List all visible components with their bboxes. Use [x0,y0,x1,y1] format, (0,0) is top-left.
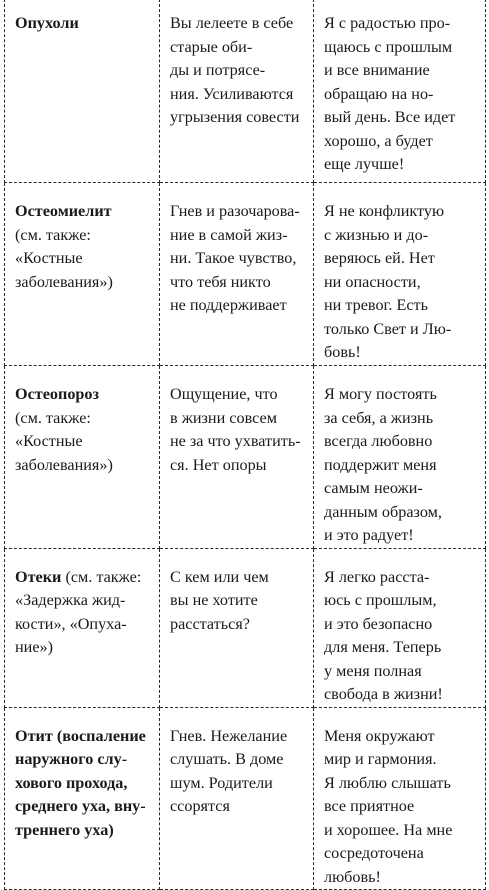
table-row [5,183,486,366]
condition-line: «Костные [15,432,83,450]
cause-line: расстаться? [170,614,250,633]
cause-line: Гнев и разочарова- [170,202,300,220]
affirmation-line: Я с радостью про- [324,14,451,32]
condition-title: Остеомиелит [15,202,112,220]
cause-line: ды и потрясе- [170,61,266,79]
table-row [5,707,486,890]
cause-line: ния. Усиливаются [170,84,294,103]
cause-line: Гнев. Нежелание [170,726,288,745]
affirmation-line: за себя, а жизнь [324,408,434,427]
condition-line: Отит (воспаление [15,726,146,745]
condition-line: (см. также: [15,225,91,244]
affirmation-line: обращаю на но- [324,84,434,103]
affirmation-line: ни тревог. Есть [324,296,428,314]
affirmation-line: Я люблю слышать [324,773,451,792]
condition-line: «Задержка жид- [15,591,126,609]
cause-line: ссорятся [170,797,230,815]
condition-cell [5,183,160,366]
affirmation-line: и это радует! [324,526,414,544]
condition-title: Остеопороз [15,385,100,403]
condition-line: ние») [15,638,53,656]
cause-line: ся. Нет опоры [170,455,267,474]
affirmation-line: для меня. Теперь [324,638,442,656]
affirmation-line: поддержит меня [324,455,437,474]
affirmation-line: мир и гармония. [324,750,437,768]
condition-title-rest: (см. также: [61,567,142,586]
cause-line: не за что ухватить- [170,432,301,450]
condition-cell [5,0,160,183]
affirmation-line: вый день. Все идет [324,108,456,126]
affirmation-line: хорошо, а будет [324,131,433,150]
condition-cell [5,366,160,549]
condition-line: среднего уха, вну- [15,797,146,815]
cause-line: Ощущение, что [170,385,278,403]
affirmation-line: веряюсь ей. Нет [324,249,435,267]
affirmation-line: ни опасности, [324,272,421,291]
affirmation-line: всегда любовно [324,432,433,450]
cause-line: С кем или чем [170,567,269,586]
table-row [5,0,486,183]
cause-cell [160,548,314,707]
cause-line: не поддерживает [170,296,287,314]
condition-cell [5,548,160,707]
affirmation-line: Я не конфликтую [324,202,445,220]
affirmation-line: Меня окружают [324,726,435,745]
affirmation-line: еще лучше! [324,155,405,173]
affirmation-cell [314,183,486,366]
cause-line: шум. Родители [170,773,273,792]
condition-title: Опухоли [15,14,79,32]
affirmation-line: сосредоточена [324,844,424,862]
condition-line: заболевания») [15,272,113,291]
affirmation-cell [314,366,486,549]
affirmation-line: Я легко расста- [324,567,430,586]
cause-cell [160,707,314,890]
cause-line: что тебя никто [170,272,271,291]
condition-line: кости», «Опуха- [15,614,127,633]
condition-line: хового прохода, [15,773,128,792]
affirmation-cell [314,0,486,183]
condition-line: треннего уха) [15,820,114,839]
cause-line: угрызения совести [170,108,300,126]
table-row [5,548,486,707]
affirmation-line: самым неожи- [324,479,423,497]
affirmation-cell [314,707,486,890]
affirmation-line: свобода в жизни! [324,685,443,703]
cause-line: ни. Такое чувство, [170,249,297,267]
table-row [5,366,486,549]
document-page [4,0,487,886]
cause-line: слушать. В доме [170,750,284,768]
affirmation-line: юсь с прошлым, [324,591,437,609]
cause-line: вы не хотите [170,591,258,609]
condition-title: Отеки [15,567,62,586]
cause-cell [160,183,314,366]
affirmation-line: Я могу постоять [324,385,437,403]
condition-cell [5,707,160,890]
cause-line: ние в самой жиз- [170,225,288,244]
affirmation-line: и хорошее. На мне [324,820,453,839]
affirmation-line: бовь! [324,343,361,361]
cause-cell [160,0,314,183]
condition-line: «Костные [15,249,83,267]
condition-title-line [15,566,151,590]
cause-cell [160,366,314,549]
affirmation-line: и это безопасно [324,614,433,633]
affirmations-table [4,0,486,890]
affirmation-line: только Свет и Лю- [324,319,452,338]
affirmation-cell [314,548,486,707]
condition-line: заболевания») [15,455,113,474]
affirmation-line: данным образом, [324,502,442,521]
affirmation-line: все приятное [324,797,415,815]
affirmation-line: любовь! [324,867,381,886]
affirmation-line: у меня полная [324,661,422,680]
cause-line: Вы лелеете в себе [170,14,294,32]
affirmation-line: и все внимание [324,61,430,79]
cause-line: старые оби- [170,37,253,56]
affirmation-line: с жизнью и до- [324,225,429,244]
affirmation-line: щаюсь с прошлым [324,37,453,56]
cause-line: в жизни совсем [170,408,277,427]
condition-line: наружного слу- [15,750,128,768]
condition-line: (см. также: [15,408,91,427]
